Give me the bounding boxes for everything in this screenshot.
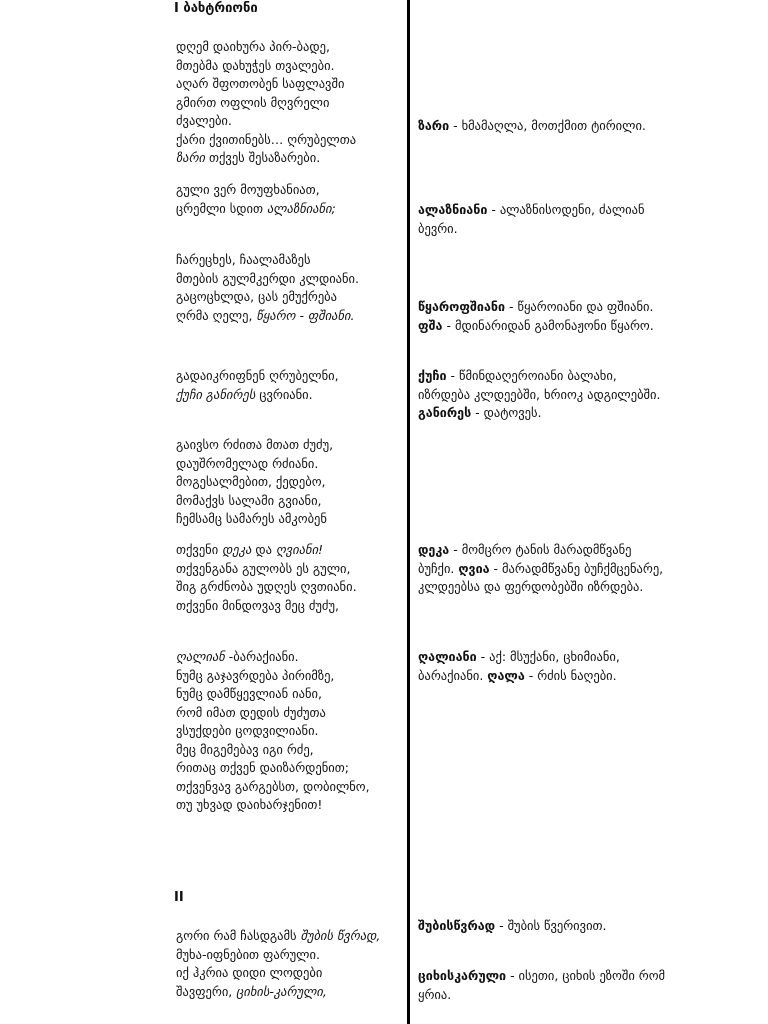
poem-line: მთებმა დახუჭეს თვალები. — [176, 57, 335, 73]
poem-stanza-3 — [176, 251, 401, 325]
poem-text: -ბარაქიანი. — [224, 649, 299, 664]
poem-line — [176, 927, 401, 946]
gloss-term: განირეს — [418, 405, 472, 420]
poem-line: გადაიკრიფნენ ღრუბელნი, — [176, 368, 339, 383]
gloss-term: შუბისწვრად — [418, 918, 496, 933]
poem-line: აღარ შფოთობენ საფლავში — [176, 76, 345, 91]
poem-stanza-4 — [176, 367, 401, 404]
gloss-term: დეკა — [418, 542, 450, 557]
poem-stanza-2 — [176, 181, 401, 218]
poem-text: ცრემლი სდით — [176, 200, 267, 216]
poem-line: გაივსო რძითა მთათ ძუძუ, — [176, 437, 334, 452]
poem-text: ცვრიანი. — [255, 386, 313, 402]
poem-line: იქ ჰკრია დიდი ლოდები — [176, 965, 323, 980]
poem-line — [176, 149, 401, 168]
glossed-word: ღალიან — [176, 649, 225, 664]
poem-stanza-8 — [176, 927, 401, 1001]
poem-stanza-5 — [176, 436, 401, 529]
gloss-definition: - მდინარიდან გამონაჟონი წყარო. — [442, 317, 654, 333]
poem-line: მეც მიგემებავ იგი რძე, — [176, 741, 314, 757]
poem-line: თქვენვავ გარგებსთ, დობილნო, — [176, 778, 370, 794]
poem-line: ვსუქდები ცოდვილიანი. — [176, 723, 319, 738]
glossed-word: ციხის-კარული, — [236, 983, 327, 999]
gloss-definition: - დატოვეს. — [471, 405, 542, 420]
column-divider — [407, 0, 410, 1024]
poem-line: ნუმც დამწყევლიან იანი, — [176, 686, 322, 701]
gloss-entry — [418, 367, 668, 423]
poem-text: ღრმა ღელე, — [176, 307, 257, 323]
glossed-word: დეკა — [222, 542, 252, 557]
glossed-word: ღვიანი! — [275, 542, 324, 557]
gloss-entry — [418, 967, 668, 1004]
poem-line: რომ იმათ დედის ძუძუთა — [176, 704, 326, 720]
glossed-word: ალაზნიანი; — [266, 200, 336, 216]
gloss-definition: - აქ: მსუქანი, ცხიმიანი, ბარაქიანი. — [418, 649, 620, 683]
section-heading: I ბახტრიონი — [174, 1, 258, 16]
poem-line: მუხა-იფნებით ფარული. — [176, 946, 320, 962]
gloss-entry — [418, 648, 668, 685]
poem-line: ჩარეცხეს, ჩაალამაზეს — [176, 252, 311, 267]
glossed-word: ქუჩი განირეს — [176, 386, 256, 402]
poem-line: შიგ გრძნობა უდღეს ღვთიანი. — [176, 579, 357, 594]
poem-line — [176, 983, 401, 1002]
gloss-entry — [418, 298, 668, 335]
gloss-definition: - შუბის წვერივით. — [495, 918, 607, 933]
poem-line — [176, 386, 401, 405]
poem-stanza-6 — [176, 541, 401, 615]
poem-text: გორი რამ ჩასდგამს — [176, 928, 301, 943]
poem-line: დაუშრომელად რძიანი. — [176, 455, 319, 471]
poem-line — [176, 648, 401, 667]
poem-line: თქვენი მინდოვავ მეც ძუძუ, — [176, 597, 339, 613]
poem-line — [176, 541, 401, 560]
poem-line: მოგესალმებით, ქედებო, — [176, 474, 326, 489]
poem-text: და — [251, 542, 276, 557]
section-numeral: II — [174, 890, 184, 905]
gloss-definition: - რძის ნაღები. — [524, 667, 617, 683]
poem-line: თუ უხვად დაიხარჯენით! — [176, 797, 323, 812]
poem-text: შავფერი, — [176, 983, 237, 999]
gloss-term: წყაროფშიანი — [418, 299, 506, 314]
poem-line: ნუმც გაჯავრდება პირიმზე, — [176, 667, 335, 683]
gloss-term: ზარი — [418, 118, 450, 133]
gloss-definition: - ისეთი, ციხის ეზოში რომ ყრია. — [418, 968, 666, 1002]
poem-text: თქვეს შესაზარები. — [205, 150, 321, 165]
poem-line: გული ვერ მოუფხანიათ, — [176, 182, 320, 197]
poem-line: მომაქვს სალამი გვიანი, — [176, 492, 322, 508]
poem-line: დღემ დაიხურა პირ-ბადე, — [176, 39, 330, 54]
poem-line: გაცოცხლდა, ცას ემუქრება — [176, 289, 337, 304]
gloss-term: ციხისკარული — [418, 968, 507, 983]
gloss-entry — [418, 117, 668, 136]
gloss-term: ქუჩი — [418, 368, 447, 383]
poem-line: გმირთ ოფლის მღვრელი — [176, 94, 330, 110]
gloss-definition: - მომცრო ტანის მარადმწვანე ბუჩქი. — [418, 542, 632, 576]
poem-line: რითაც თქვენ დაიზარდენით; — [176, 760, 349, 775]
glossed-word: წყარო - ფშიანი. — [256, 307, 355, 323]
poem-line — [176, 200, 401, 219]
gloss-term: ღალიანი — [418, 649, 477, 664]
gloss-definition: - ხმამაღლა, მოთქმით ტირილი. — [449, 118, 646, 133]
gloss-definition: - მარადმწვანე ბუჩქმცენარე, კლდეებსა და ფერდობებში იზრდება. — [418, 560, 664, 594]
poem-line: თქვენგანა გულობს ეს გული, — [176, 560, 351, 576]
gloss-entry — [418, 917, 668, 936]
poem-stanza-1 — [176, 38, 401, 168]
gloss-definition: - წმინდაღეროიანი ბალახი, იზრდება კლდეებში, ხრიოკ ადგილებში. — [418, 368, 661, 402]
poem-line: მთების გულმკერდი კლდიანი. — [176, 270, 360, 286]
gloss-term: ღალა — [487, 667, 525, 683]
glossed-word: ზარი — [176, 150, 206, 165]
poem-line: ქარი ქვითინებს… ღრუბელთა — [176, 131, 357, 147]
poem-line — [176, 307, 401, 326]
gloss-entry — [418, 201, 668, 238]
gloss-term: ფშა — [418, 317, 443, 333]
gloss-definition: - წყაროიანი და ფშიანი. — [505, 299, 654, 314]
poem-line: ჩემსამც სამარეს ამკობენ — [176, 511, 327, 526]
gloss-term: ალაზნიანი — [418, 202, 488, 217]
gloss-term: ღვია — [458, 560, 490, 576]
gloss-definition: - ალაზნისოდენი, ძალიან ბევრი. — [418, 202, 645, 236]
poem-line: ძვალები. — [176, 113, 232, 128]
poem-stanza-7 — [176, 648, 401, 815]
glossed-word: შუბის წვრად, — [300, 928, 381, 943]
poem-text: თქვენი — [176, 542, 223, 557]
gloss-entry — [418, 541, 668, 597]
